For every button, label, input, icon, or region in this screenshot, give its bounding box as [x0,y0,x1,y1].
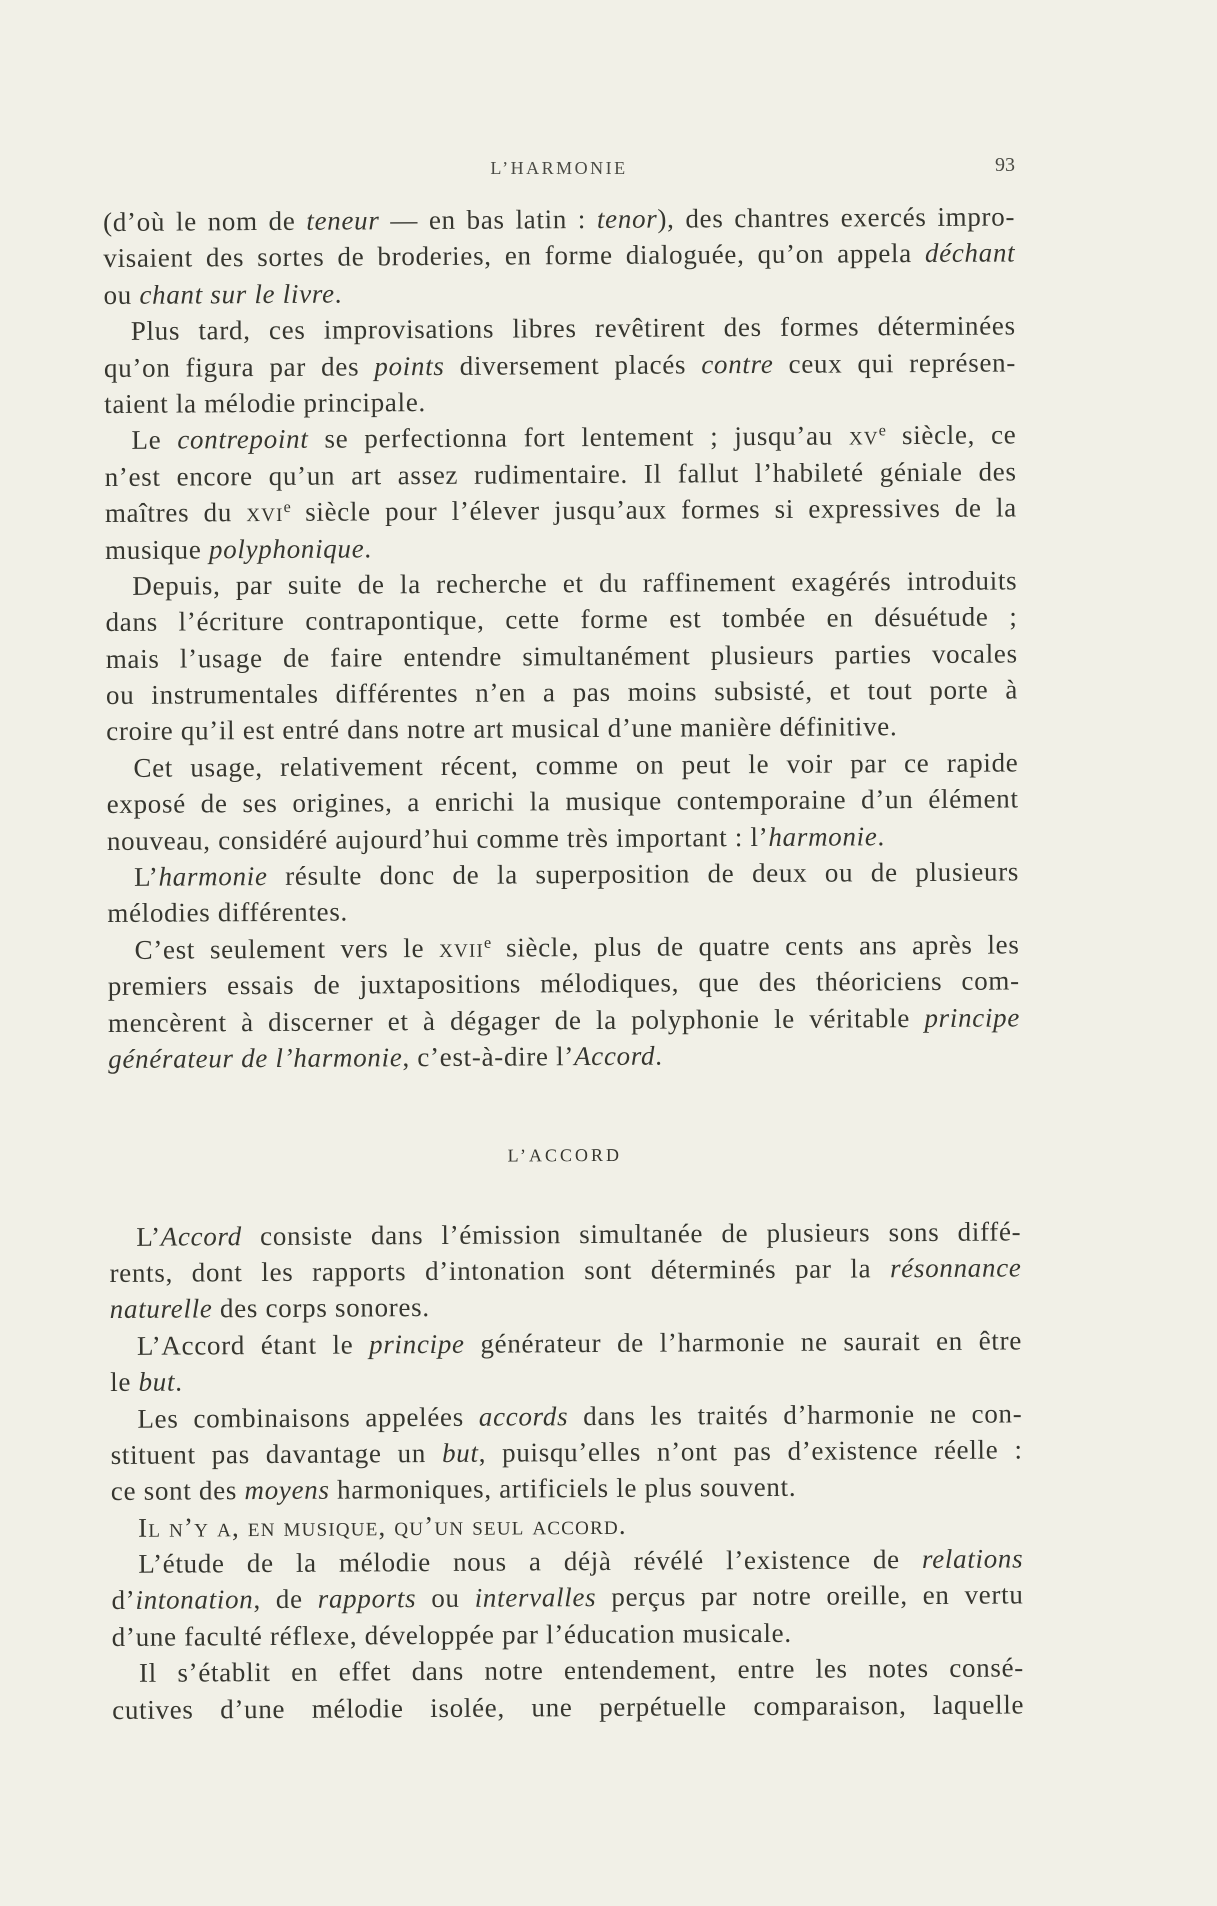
text-run: siècle pour l’élever jusqu’aux formes si expressives de la [290,492,1017,527]
text-run: . [175,1366,183,1397]
paragraph [103,198,1016,313]
text-line [107,890,1019,932]
paragraph [107,853,1019,931]
small-caps-text: Il n’y a, en musique, qu’un seul accord. [137,1509,627,1543]
italic-text: générateur de l’harmonie [108,1042,403,1074]
text-section [103,198,1020,1077]
italic-text: but [441,1437,479,1468]
italic-text: contrepoint [177,424,309,455]
italic-text: points [374,350,445,381]
superscript-text: e [483,933,492,952]
italic-text: tenor [596,203,658,234]
text-run: . [334,278,343,309]
italic-text: but [138,1366,176,1397]
text-run: mais l’usage de faire entendre simultanément plusieurs parties vocales [105,638,1018,674]
text-run: . [655,1040,663,1071]
text-run: ou instrumentales différentes n’en a pas moins subsisté, et tout porte à [105,674,1019,711]
text-run: L’étude de la mélodie nous a déjà révélé l’existence de [138,1544,923,1579]
italic-text: Accord [160,1220,242,1252]
italic-text: harmonie [768,820,878,852]
text-run: ce sont des [110,1475,245,1507]
text-line [104,380,1016,422]
text-run: siècle, plus de quatre cents ans après les [491,929,1020,963]
text-run: , c’est-à-dire l’ [402,1041,575,1073]
text-line [108,1035,1020,1077]
superscript-text: e [283,498,291,517]
page-body [103,198,1024,1728]
italic-text: moyens [244,1474,330,1506]
paragraph [109,1213,1022,1328]
text-run: cutives d’une mélodie isolée, une perpétuelle comparaison, laquelle [112,1689,1025,1725]
text-run: mélodies différentes. [107,896,349,929]
text-run: rents, dont les rapports d’intonation sont déterminés par la [109,1253,891,1288]
text-run: (d’où le nom de [103,205,307,237]
text-run: . [877,820,886,851]
text-line [106,744,1018,786]
text-run: ou [416,1583,475,1614]
text-run: mencèrent à discerner et à dégager de la polyphonie le véritable [107,1002,925,1038]
text-run: — en bas latin : [379,203,598,236]
text-run: Plus tard, ces improvisations libres revêtirent des formes déterminées [130,310,1016,347]
text-line [105,599,1017,641]
italic-text: naturelle [109,1293,213,1325]
text-line [107,781,1019,823]
text-run: . [364,532,372,563]
text-run: croire qu’il est entré dans notre art musical d’une manière définitive. [106,711,898,747]
italic-text: accords [478,1400,569,1432]
italic-text: chant sur le livre [139,278,335,310]
text-run: stituent pas davantage un [110,1437,443,1470]
paragraph [112,1650,1024,1728]
text-run: se perfectionna fort lentement ; jusqu’au [308,420,850,455]
superscript-text: e [878,421,887,440]
text-run: , de [253,1584,318,1615]
text-run: résulte donc de la superposition de deux ou de plusieurs [267,856,1020,892]
text-line [112,1613,1024,1655]
italic-text: relations [921,1543,1024,1575]
text-line [104,344,1016,386]
text-line [103,271,1015,313]
text-run: diversement placés [444,348,702,381]
text-line [104,308,1016,350]
text-line [109,1249,1021,1291]
paragraph [105,562,1018,750]
text-run: dans l’écriture contrapontique, cette forme est tombée en désuétude ; [105,601,1018,638]
paragraph [104,417,1017,568]
text-run: L’Accord étant le [136,1329,370,1361]
text-run: d’ [111,1585,136,1616]
text-line [108,963,1020,1005]
text-line [105,490,1017,532]
text-run: des corps sonores. [212,1292,430,1324]
text-line [110,1359,1022,1401]
text-run: Cet usage, relativement récent, comme on peut le voir par ce rapide [133,747,1019,783]
paragraph [106,744,1019,859]
small-caps-text: xvi [246,497,284,528]
text-run: L’ [134,861,159,892]
paragraph [107,926,1020,1077]
italic-text: déchant [924,237,1016,269]
text-line [105,562,1017,604]
running-head: L’HARMONIE [490,158,628,178]
text-line [111,1577,1023,1619]
text-line [112,1686,1024,1728]
italic-text: Accord [573,1040,656,1072]
paragraph [111,1504,1023,1546]
text-run: nouveau, considéré aujourd’hui comme très important : l’ [106,821,769,856]
italic-text: teneur [306,205,380,236]
text-run: musique [105,533,210,565]
italic-text: harmonie [158,861,268,892]
text-run: générateur de l’harmonie ne saurait en être [464,1325,1023,1359]
paragraph [110,1322,1022,1400]
text-line [111,1431,1023,1473]
text-line [107,926,1019,968]
text-run: n’est encore qu’un art assez rudimentaire. Il fallut l’habileté géniale des [104,456,1017,492]
text-line [106,671,1018,713]
section-heading: L’ACCORD [507,1144,623,1166]
text-line [105,453,1017,495]
paragraph [104,308,1017,423]
text-run: visaient des sortes de broderies, en forme dialoguée, qu’on appela [103,238,926,274]
text-line [111,1468,1023,1510]
text-run: premiers essais de juxtapositions mélodiques, que des théoriciens com- [107,965,1020,1002]
text-line [104,417,1016,459]
text-line [106,635,1018,677]
text-line [111,1504,1023,1546]
text-line [110,1322,1022,1364]
text-run: Le [131,424,178,456]
text-run: perçus par notre oreille, en vertu [596,1579,1024,1613]
text-run: exposé de ses origines, a enrichi la musique contemporaine d’un élément [106,783,1019,820]
text-line [112,1650,1024,1692]
text-line [103,198,1015,240]
text-line [109,1213,1021,1255]
text-run: le [110,1366,139,1398]
text-line [107,817,1019,859]
italic-text: contre [701,348,774,379]
text-run: dans les traités d’harmonie ne con- [568,1397,1023,1431]
text-line [105,526,1017,568]
text-line [111,1540,1023,1582]
text-run: ou [103,279,140,310]
text-run: d’une faculté réflexe, développée par l’éducation musicale. [111,1617,792,1652]
text-line [110,1395,1022,1437]
italic-text: principe [369,1328,465,1360]
text-section [109,1134,1025,1728]
text-line [108,999,1020,1041]
italic-text: résonnance [889,1252,1022,1284]
small-caps-text: xvii [439,932,485,963]
text-run: C’est seulement vers le [134,932,440,965]
text-run: Les combinaisons appelées [137,1401,479,1434]
text-run: siècle, ce [885,419,1017,451]
italic-text: principe [924,1002,1021,1033]
text-line [106,708,1018,750]
text-run: ), des chantres exercés impro- [657,201,1016,234]
paragraph [110,1395,1023,1510]
text-line [110,1286,1022,1328]
text-run: L’ [136,1221,161,1252]
text-run: ceux qui représen- [773,346,1017,379]
text-run: consiste dans l’émission simultanée de plusieurs sons diffé- [241,1215,1022,1251]
text-run: Il s’établit en effet dans notre entendement, entre les notes consé- [138,1652,1025,1689]
text-run: harmoniques, artificiels le plus souvent. [329,1472,797,1505]
text-run: , puisqu’elles n’ont pas d’existence réelle : [478,1434,1023,1468]
italic-text: rapports [317,1583,417,1615]
small-caps-text: xv [848,420,879,451]
text-run: taient la mélodie principale. [104,386,426,419]
text-line [103,235,1015,277]
text-run: qu’on figura par des [103,350,375,383]
italic-text: intervalles [474,1582,597,1614]
text-run: maîtres du [104,497,247,529]
italic-text: intonation [135,1584,254,1616]
text-line [107,853,1019,895]
italic-text: polyphonique [208,532,365,564]
page-number: 93 [995,154,1015,176]
text-run: Depuis, par suite de la recherche et du raffinement exagérés introduits [132,565,1018,601]
paragraph [111,1540,1024,1655]
